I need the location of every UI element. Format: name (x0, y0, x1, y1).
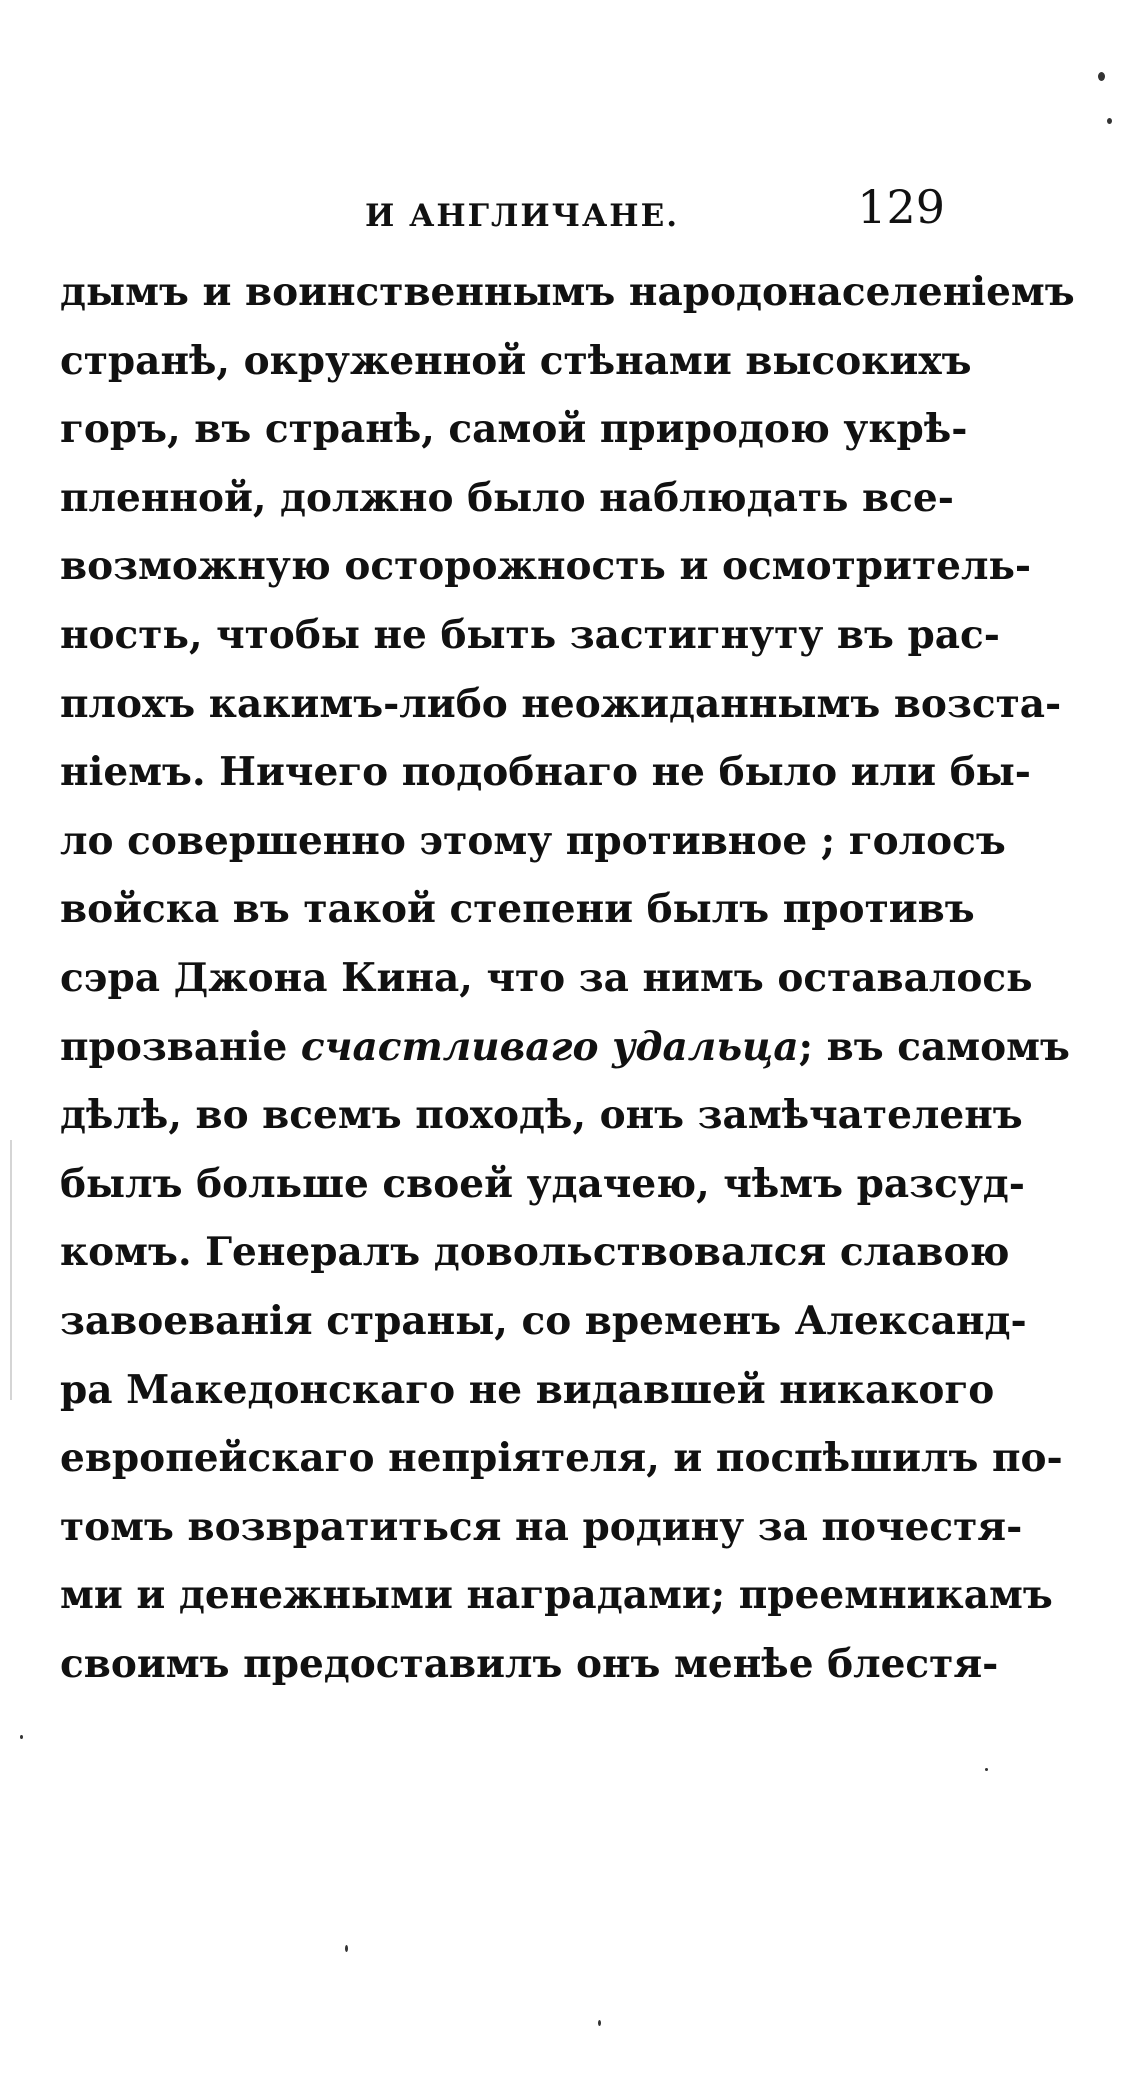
text-line: своимъ предоставилъ онъ менѣе блестя- (60, 1640, 999, 1687)
text-line: сэра Джона Кина, что за нимъ оставалось (60, 954, 1033, 1001)
text-line: европейскаго непрiятеля, и поспѣшилъ по- (60, 1435, 1063, 1482)
text-line: ра Македонскаго не видавшей никакого (60, 1366, 995, 1413)
text-line: дымъ и воинственнымъ народонаселенiемъ (60, 269, 1075, 315)
scan-speck (598, 2020, 601, 2026)
margin-rule (10, 1140, 12, 1400)
text-line-with-emphasis (60, 1013, 1070, 1082)
text-line: ность, чтобы не быть застигнуту въ рас- (60, 611, 1000, 658)
emphasized-phrase: счастливаго удальца (300, 1023, 799, 1070)
body-text (60, 258, 1075, 1698)
text-line: войска въ такой степени былъ противъ (60, 886, 975, 933)
scan-speck (1107, 118, 1112, 124)
scan-speck (345, 1945, 348, 1952)
text-line: плохъ какимъ-либо неожиданнымъ возста- (60, 680, 1062, 727)
page-header (60, 176, 945, 246)
text-line: томъ возвратиться на родину за почестя- (60, 1503, 1023, 1550)
text-line: странѣ, окруженной стѣнами высокихъ (60, 337, 972, 384)
text-line: ми и денежными наградами; преемникамъ (60, 1572, 1053, 1619)
text-line: завоеванiя страны, со временъ Александ- (60, 1297, 1027, 1344)
scan-speck (985, 1768, 988, 1771)
text-segment: прозванiе (60, 1023, 301, 1070)
scan-speck (1098, 72, 1105, 81)
text-segment: ; въ самомъ (798, 1023, 1070, 1070)
scan-speck (20, 1735, 23, 1739)
text-line: былъ больше своей удачею, чѣмъ разсуд- (60, 1160, 1025, 1207)
text-line: нiемъ. Ничего подобнаго не было или бы- (60, 749, 1031, 796)
text-line: пленной, должно было наблюдать все- (60, 474, 954, 521)
text-line: возможную осторожность и осмотритель- (60, 543, 1032, 590)
text-line: ло совершенно этому противное ; голосъ (60, 817, 1006, 864)
text-line: комъ. Генералъ довольствовался славою (60, 1229, 1010, 1276)
page-number: 129 (857, 180, 945, 234)
text-line: горъ, въ странѣ, самой природою укрѣ- (60, 406, 968, 453)
running-title: И АНГЛИЧАНЕ. (365, 198, 679, 234)
text-line: дѣлѣ, во всемъ походѣ, онъ замѣчателенъ (60, 1092, 1023, 1139)
